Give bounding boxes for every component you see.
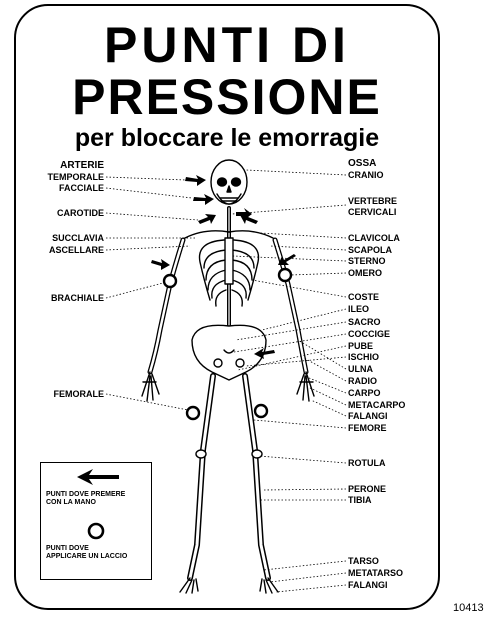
arrow-icon: [240, 214, 258, 224]
bone-label: PUBE: [348, 341, 374, 351]
artery-label-ascellare: ASCELLARE: [48, 245, 104, 255]
bone-label: CERVICALI: [348, 207, 397, 217]
serial-number: 10413: [453, 602, 484, 614]
bone-label: TIBIA: [348, 495, 372, 505]
bone-label: STERNO: [348, 256, 386, 266]
bone-label: OMERO: [348, 268, 383, 278]
title-line-1: PUNTI DI: [104, 17, 350, 73]
circle-marker-icon: [89, 524, 103, 538]
bone-label: FALANGI: [348, 580, 388, 590]
bone-label: ISCHIO: [348, 352, 380, 362]
clavicle-right: [229, 231, 273, 238]
pelvis: [192, 325, 266, 380]
bone-label: SCAPOLA: [348, 245, 393, 255]
circle-marker-icon: [255, 405, 267, 417]
bone-label: COSTE: [348, 292, 380, 302]
circle-marker-icon: [279, 269, 291, 281]
bone-label: CARPO: [348, 388, 381, 398]
bone-label: ILEO: [348, 304, 370, 314]
artery-label-facciale: FACCIALE: [59, 183, 104, 193]
bone-label: COCCIGE: [348, 329, 391, 339]
bone-label: FEMORE: [348, 423, 387, 433]
artery-label-femorale: FEMORALE: [53, 389, 104, 399]
arteries-heading: ARTERIE: [60, 160, 104, 171]
arrow-icon: [193, 194, 214, 205]
legend-press-line-2: CON LA MANO: [46, 499, 96, 506]
legend-tourniquet-line-2: APPLICARE UN LACCIO: [46, 553, 128, 560]
bone-label: SACRO: [348, 317, 381, 327]
legend-symbols: [41, 463, 153, 581]
arrow-icon: [151, 259, 170, 270]
circle-marker-icon: [187, 407, 199, 419]
arrow-icon: [185, 175, 206, 186]
arrow-icon: [77, 469, 119, 485]
title-line-2: PRESSIONE: [72, 69, 382, 125]
bone-label: ULNA: [348, 364, 373, 374]
bone-label: PERONE: [348, 484, 387, 494]
bone-label: FALANGI: [348, 411, 388, 421]
bone-label: ROTULA: [348, 458, 386, 468]
legend-press-line-1: PUNTI DOVE PREMERE: [46, 491, 126, 498]
bone-label: VERTEBRE: [348, 196, 398, 206]
circle-marker-icon: [164, 275, 176, 287]
artery-label-succlavia: SUCCLAVIA: [52, 233, 104, 243]
artery-label-carotide: CAROTIDE: [57, 208, 104, 218]
bone-label: RADIO: [348, 376, 377, 386]
skull: [211, 160, 247, 204]
bones-heading: OSSA: [348, 158, 377, 169]
legend-tourniquet-line-1: PUNTI DOVE: [46, 545, 89, 552]
clavicle-left: [185, 231, 229, 238]
bone-label: METACARPO: [348, 400, 406, 410]
subtitle: per bloccare le emorragie: [74, 124, 380, 152]
bone-label: CLAVICOLA: [348, 233, 400, 243]
bone-label: TARSO: [348, 556, 379, 566]
artery-label-brachiale: BRACHIALE: [51, 293, 104, 303]
artery-label-temporale: TEMPORALE: [47, 172, 104, 182]
bone-label: CRANIO: [348, 170, 384, 180]
arrow-icon: [198, 214, 216, 224]
legend-box: [40, 462, 152, 580]
bone-label: METATARSO: [348, 568, 403, 578]
